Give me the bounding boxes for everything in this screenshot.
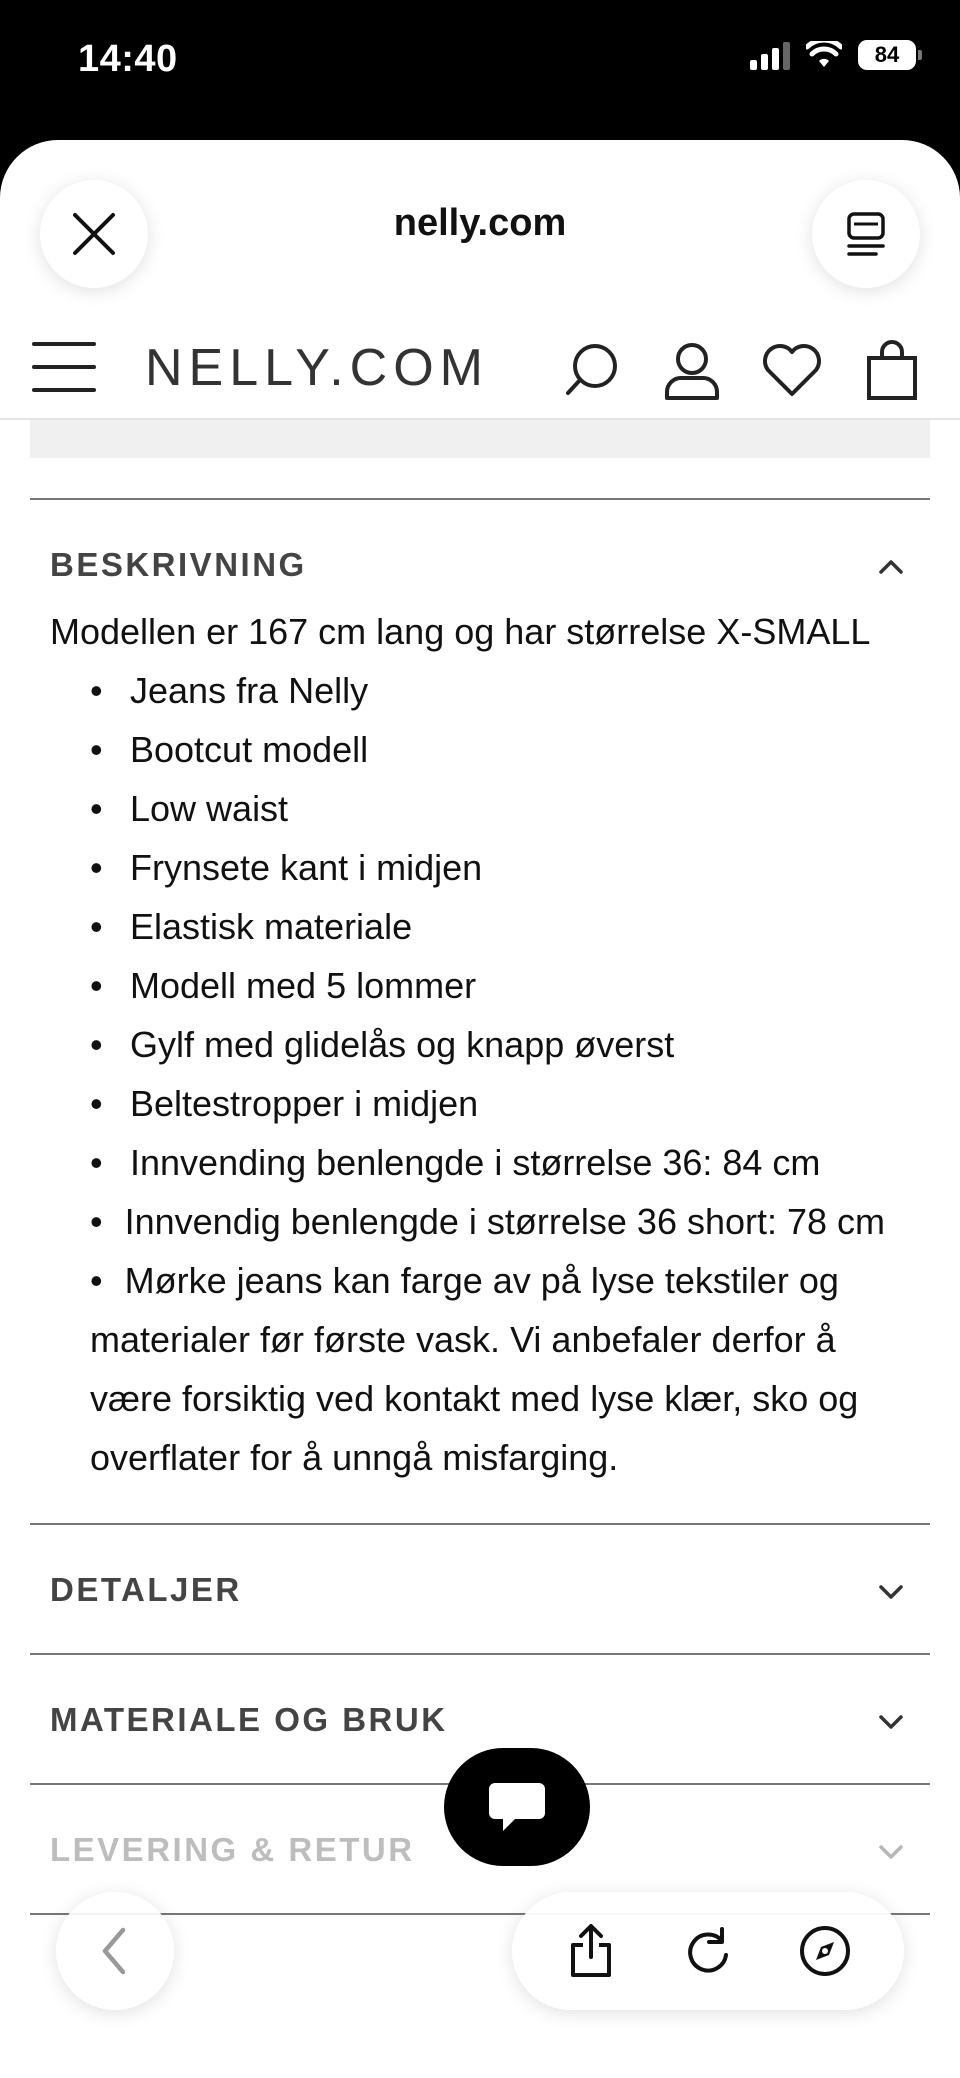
share-button[interactable] [561, 1921, 621, 1981]
chevron-down-icon [876, 1837, 906, 1867]
chevron-down-icon [876, 1707, 906, 1737]
page-menu-button[interactable] [812, 180, 920, 288]
list-item: • Low waist [90, 779, 910, 838]
back-button[interactable] [56, 1892, 174, 2010]
status-icons [750, 40, 916, 70]
list-item: • Innvending benlengde i størrelse 36: 84 cm [90, 1133, 910, 1192]
accordion-title: MATERIALE OG BRUK [50, 1701, 448, 1738]
shopping-bag-icon[interactable] [862, 340, 922, 400]
list-item: • Beltestropper i midjen [90, 1074, 910, 1133]
grey-strip [30, 420, 930, 458]
hamburger-menu-icon[interactable] [32, 342, 96, 392]
description-intro: Modellen er 167 cm lang og har størrelse X-SMALL [50, 611, 871, 652]
reload-button[interactable] [678, 1921, 738, 1981]
list-item: • Elastisk materiale [90, 897, 910, 956]
accordion-title: DETALJER [50, 1571, 242, 1608]
wifi-icon [806, 41, 842, 69]
description-body [30, 602, 930, 1523]
browser-toolbar [512, 1892, 904, 2010]
site-header [0, 300, 960, 420]
list-item: • Innvendig benlengde i størrelse 36 short: 78 cm [90, 1192, 910, 1251]
chevron-down-icon [876, 1577, 906, 1607]
page-menu-icon [844, 210, 888, 258]
list-item: • Jeans fra Nelly [90, 661, 910, 720]
accordion-title: LEVERING & RETUR [50, 1831, 415, 1868]
reload-icon [682, 1925, 734, 1977]
url-label[interactable]: nelly.com [393, 202, 567, 244]
list-item: • Modell med 5 lommer [90, 956, 910, 1015]
safari-compass-button[interactable] [795, 1921, 855, 1981]
status-bar [0, 0, 960, 140]
chevron-left-icon [95, 1926, 135, 1976]
accordion-description-header[interactable] [30, 500, 930, 628]
cellular-signal-icon [750, 40, 790, 70]
list-item: • Mørke jeans kan farge av på lyse tekstiler og materialer før første vask. Vi anbefaler derfor å være forsiktig ved kontakt med lyse klær, sko og overflater for å unngå misfarging. [90, 1251, 910, 1487]
list-item: • Frynsete kant i midjen [90, 838, 910, 897]
site-logo[interactable]: NELLY.COM [145, 339, 489, 397]
wishlist-heart-icon[interactable] [762, 340, 822, 400]
compass-icon [798, 1924, 852, 1978]
chevron-up-icon [876, 552, 906, 582]
status-time: 14:40 [78, 38, 178, 80]
accordion-details-header[interactable] [30, 1525, 930, 1653]
list-item: • Bootcut modell [90, 720, 910, 779]
account-icon[interactable] [662, 340, 722, 400]
browser-bar [0, 140, 960, 300]
share-icon [567, 1923, 615, 1979]
list-item: • Gylf med glidelås og knapp øverst [90, 1015, 910, 1074]
description-bullets [50, 661, 910, 1487]
battery-icon: 84 [858, 40, 916, 70]
chat-button[interactable] [444, 1748, 590, 1866]
accordion-title: BESKRIVNING [50, 546, 307, 583]
product-info-content [30, 420, 930, 1915]
search-icon[interactable] [562, 340, 622, 400]
chat-bubble-icon [487, 1781, 547, 1833]
